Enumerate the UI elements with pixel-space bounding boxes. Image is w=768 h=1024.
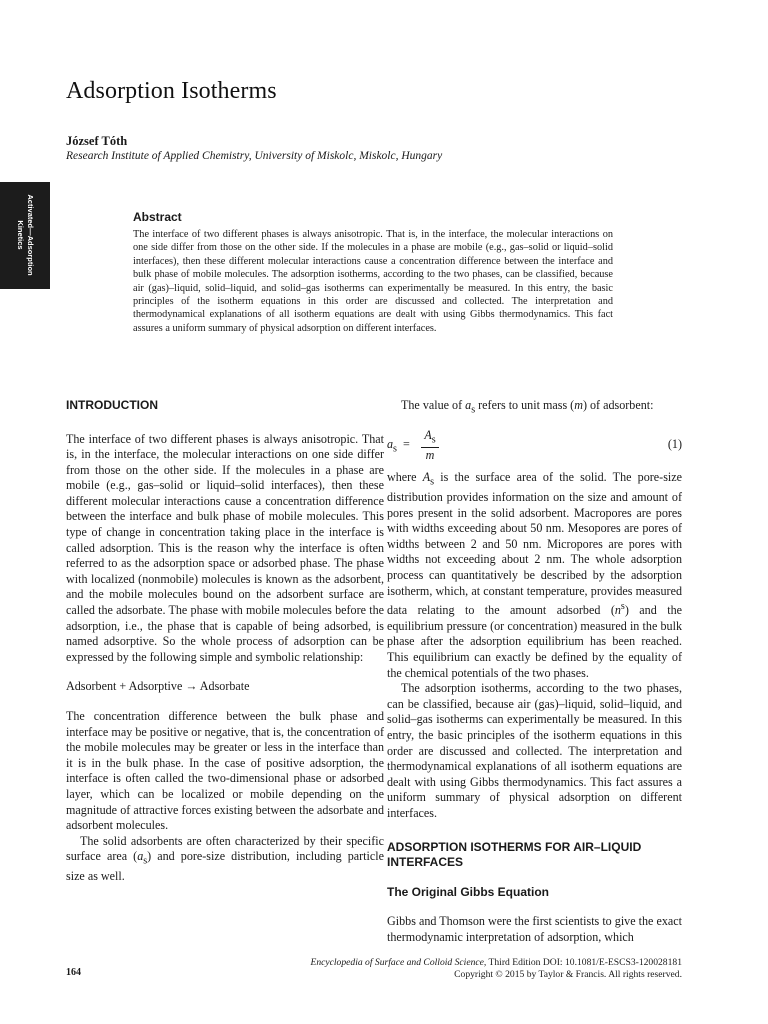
air-liquid-heading: ADSORPTION ISOTHERMS FOR AIR–LIQUID INTERFACES <box>387 839 642 869</box>
journal-name: Encyclopedia of Surface and Colloid Science, <box>310 957 487 968</box>
gibbs-subheading: The Original Gibbs Equation <box>387 884 550 899</box>
equation-fraction <box>421 428 439 463</box>
intro-paragraph-3 <box>66 834 384 885</box>
page-title: Adsorption Isotherms <box>66 78 277 104</box>
eq-numerator <box>421 428 439 448</box>
rp1-sub: s <box>430 476 435 488</box>
equation-1 <box>387 428 682 463</box>
footer-citation <box>310 957 682 980</box>
right-paragraph-3: Gibbs and Thomson were the first scientists to give the exact thermodynamic interpretation of adsorption, which <box>387 914 682 944</box>
intro-paragraph-2: The concentration difference between the bulk phase and interface may be positive or negative, that is, the concentration of the mobile molecules may be greater or less in the interface than it is in the bulk phase. In the case of positive adsorption, the interface is often called the two-dimensional phase or adsorbed layer, which can be localized or mobile depending on the magnitude of attractive forces existing between the adsorbate and adsorbent molecules. <box>66 709 384 833</box>
rp1-text-2: is the surface area of the solid. The pore-size distribution provides information on the size and amount of pores present in the solid adsorbent. Macropores are pores with widths exceeding about 50 nm. Mesopores are pores of widths between 2 and 50 nm. Micropores are pores with widths not exceeding about 2 nm. The whole adsorption process can quantitatively be described by the adsorption isotherm, which, at constant temperature, provides measured data relating to the amount adsorbed ( <box>387 470 682 618</box>
adsorption-relation: Adsorbent + Adsorptive → Adsorbate <box>66 679 250 694</box>
intro-text-2: refers to unit mass ( <box>475 398 575 412</box>
copyright-line: Copyright © 2015 by Taylor & Francis. All rights reserved. <box>454 968 682 980</box>
abstract-text: The interface of two different phases is always anisotropic. That is, in the interface, the molecular interactions on one side differ from those on the other side. If the molecules in a phase are mobile (e.g., gas–solid or liquid–solid interfaces), then these different molecular interactions cause a concentration difference between the interface and bulk phase of mobile molecules. The adsorption isotherms, according to the two phases, can be classified, because air (gas)–liquid, solid–liquid, and solid–gas isotherms can experimentally be measured. In this entry, the basic principles of the isotherm equations in this order are discussed and collected. The interpretation and thermodynamical explanations of all isotherm equations are dealt with using Gibbs thermodynamics. This fact assures a uniform summary of physical adsorption on different interfaces. <box>133 229 613 334</box>
rp1-text-1: where <box>387 470 423 484</box>
rp1-var: A <box>422 470 431 484</box>
eq-equals: = <box>403 437 410 451</box>
page-number: 164 <box>66 967 81 978</box>
eq-num-sub: s <box>431 434 436 446</box>
para3-sub: s <box>143 855 148 867</box>
intro-sub: s <box>471 404 476 416</box>
intro-m: m <box>574 398 583 412</box>
right-paragraph-2: The adsorption isotherms, according to the two phases, can be classified, because air (gas)–liquid, solid–liquid, and solid–gas isotherms can experimentally be measured. In this entry, the basic principles of the isotherm equations in this order are discussed and collected. The interpretation and thermodynamical explanations of all isotherm equations are dealt with using Gibbs thermodynamics. This fact assures a uniform summary of physical adsorption on different interfaces. <box>387 681 682 820</box>
eq-num-var: A <box>424 428 432 442</box>
side-tab-label <box>15 180 35 290</box>
right-paragraph-1 <box>387 470 682 681</box>
author-name: József Tóth <box>66 134 128 148</box>
para3-text-1: The solid adsorbents are often characterized by their specific surface area ( <box>66 833 384 864</box>
edition-doi: Third Edition DOI: 10.1081/E-ESCS3-120028181 <box>486 957 682 968</box>
para3-text-2: ) and pore-size distribution, including particle size as well. <box>66 849 384 884</box>
footer-citation-line-1 <box>310 957 682 969</box>
rp1-sup: s <box>620 601 625 613</box>
equation-lhs <box>387 437 410 457</box>
para3-var: a <box>137 849 144 864</box>
abstract-heading: Abstract <box>133 210 182 224</box>
abstract-block <box>133 210 613 335</box>
equation-number: (1) <box>667 437 682 451</box>
author-affiliation: Research Institute of Applied Chemistry, University of Miskolc, Miskolc, Hungary <box>66 150 443 162</box>
left-column <box>66 398 384 885</box>
intro-paragraph-1: The interface of two different phases is always anisotropic. That is, in the interface, the molecular interactions on one side differ from those on the other side. If the molecules in a phase are mobile (e.g., gas–solid or liquid–solid interfaces), then these different molecular interactions cause a concentration difference between the interface and bulk phase of mobile molecules. This type of change in concentration taking place in the interface is called adsorption. This is the reason why the interface is often referred to as the adsorption space or adsorbed phase. The phase with localized (nonmobile) molecules is known as the adsorbent, and the mobile molecules bound on the adsorbent surface are called the adsorbate. The phase with mobile molecules before the adsorption, i.e., the phase that is capable of being adsorbed, is named adsorptive. So the whole process of adsorption can be expressed by the following simple and symbolic relationship: <box>66 431 384 664</box>
section-side-tab <box>0 182 50 289</box>
intro-text-1: The value of <box>401 398 466 412</box>
side-tab-line-2: Kinetics <box>16 220 25 250</box>
eq-denominator: m <box>425 448 435 463</box>
value-intro-line <box>387 398 682 418</box>
eq-lhs-var: a <box>387 437 394 451</box>
introduction-heading: INTRODUCTION <box>66 398 158 412</box>
side-tab-line-1: Activated—Adsorption <box>26 194 35 276</box>
eq-lhs-sub: s <box>393 443 397 455</box>
right-column <box>387 398 682 945</box>
rp1-n: n <box>614 603 621 618</box>
intro-var: a <box>465 398 472 412</box>
intro-text-3: ) of adsorbent: <box>582 398 654 412</box>
rp1-text-3: ) and the equilibrium pressure (or concentration) measured in the bulk phase after the adsorption equilibrium has been reached. This equilibrium can exactly be defined by the equality of the chemical potentials of the two phases. <box>387 603 682 680</box>
